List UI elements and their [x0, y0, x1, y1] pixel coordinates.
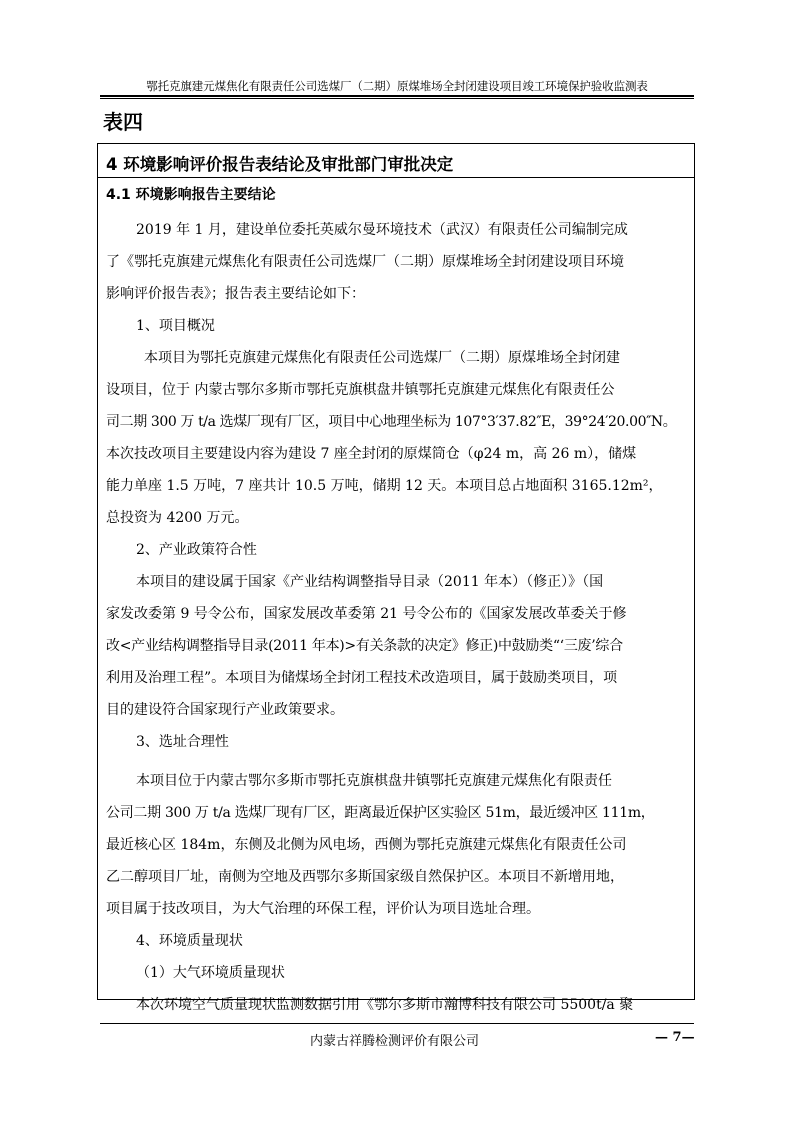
- subheading: 4.1 环境影响报告主要结论: [106, 187, 276, 203]
- text-line: 1、项目概况: [136, 318, 215, 334]
- section-heading: 4 环境影响评价报告表结论及审批部门审批决定: [106, 155, 454, 174]
- text-line: 设项目，位于 内蒙古鄂尔多斯市鄂托克旗棋盘井镇鄂托克旗建元煤焦化有限责任公: [106, 382, 615, 398]
- text-line: 2019 年 1 月，建设单位委托英威尔曼环境技术（武汉）有限责任公司编制完成: [136, 222, 628, 238]
- text-line: 改<产业结构调整指导目录(2011 年本)>有关条款的决定》修正)中鼓励类“‘三废’综合: [106, 638, 623, 654]
- text-line: 4、环境质量现状: [136, 933, 243, 949]
- text-line: 能力单座 1.5 万吨，7 座共计 10.5 万吨，储期 12 天。本项目总占地面积 3165.12m²，: [106, 478, 663, 494]
- box-divider: [98, 177, 694, 178]
- text-line: 本次环境空气质量现状监测数据引用《鄂尔多斯市瀚博科技有限公司 5500t/a 聚: [136, 997, 634, 1013]
- text-line: 公司二期 300 万 t/a 选煤厂现有厂区，距离最近保护区实验区 51m，最近缓冲区 111m，: [106, 805, 655, 821]
- text-line: 目的建设符合国家现行产业政策要求。: [106, 702, 344, 718]
- text-line: 3、选址合理性: [136, 734, 229, 750]
- text-line: 家发改委第 9 号令公布，国家发展改革委第 21 号令公布的《国家发展改革委关于修: [106, 606, 627, 622]
- text-line: 本项目的建设属于国家《产业结构调整指导目录（2011 年本）（修正）》（国: [136, 574, 604, 590]
- page-number: — 7—: [655, 1030, 695, 1045]
- footer-rule: [100, 1023, 694, 1024]
- content-box: [97, 143, 695, 1013]
- text-line: 乙二醇项目厂址，南侧为空地及西鄂尔多斯国家级自然保护区。本项目不新增用地，: [106, 869, 624, 885]
- page-header-title: 鄂托克旗建元煤焦化有限责任公司选煤厂（二期）原煤堆场全封闭建设项目竣工环境保护验收监测表: [146, 79, 648, 93]
- text-line: 最近核心区 184m，东侧及北侧为风电场，西侧为鄂托克旗建元煤焦化有限责任公司: [106, 837, 627, 853]
- text-line: 本次技改项目主要建设内容为建设 7 座全封闭的原煤筒仓（φ24 m，高 26 m），储煤: [106, 446, 637, 462]
- text-line: 了《鄂托克旗建元煤焦化有限责任公司选煤厂（二期）原煤堆场全封闭建设项目环境: [106, 254, 624, 270]
- text-line: 司二期 300 万 t/a 选煤厂现有厂区，项目中心地理坐标为 107°3′37.82″E，39°24′20.00″N。: [106, 414, 677, 430]
- text-line: 本项目为鄂托克旗建元煤焦化有限责任公司选煤厂（二期）原煤堆场全封闭建: [144, 350, 620, 366]
- footer-company: 内蒙古祥腾检测评价有限公司: [310, 1034, 480, 1049]
- text-line: 影响评价报告表》；报告表主要结论如下：: [106, 286, 365, 302]
- header-rule-thin: [100, 98, 694, 99]
- header-rule-thick: [100, 95, 694, 97]
- text-line: 2、产业政策符合性: [136, 542, 257, 558]
- text-line: 利用及治理工程”。本项目为储煤场全封闭工程技术改造项目，属于鼓励类项目，项: [106, 670, 618, 686]
- text-line: 本项目位于内蒙古鄂尔多斯市鄂托克旗棋盘井镇鄂托克旗建元煤焦化有限责任: [136, 773, 612, 789]
- text-line: （1）大气环境质量现状: [136, 965, 285, 981]
- text-line: 项目属于技改项目，为大气治理的环保工程，评价认为项目选址合理。: [106, 901, 540, 917]
- text-line: 总投资为 4200 万元。: [106, 510, 249, 526]
- table-label: 表四: [103, 110, 143, 134]
